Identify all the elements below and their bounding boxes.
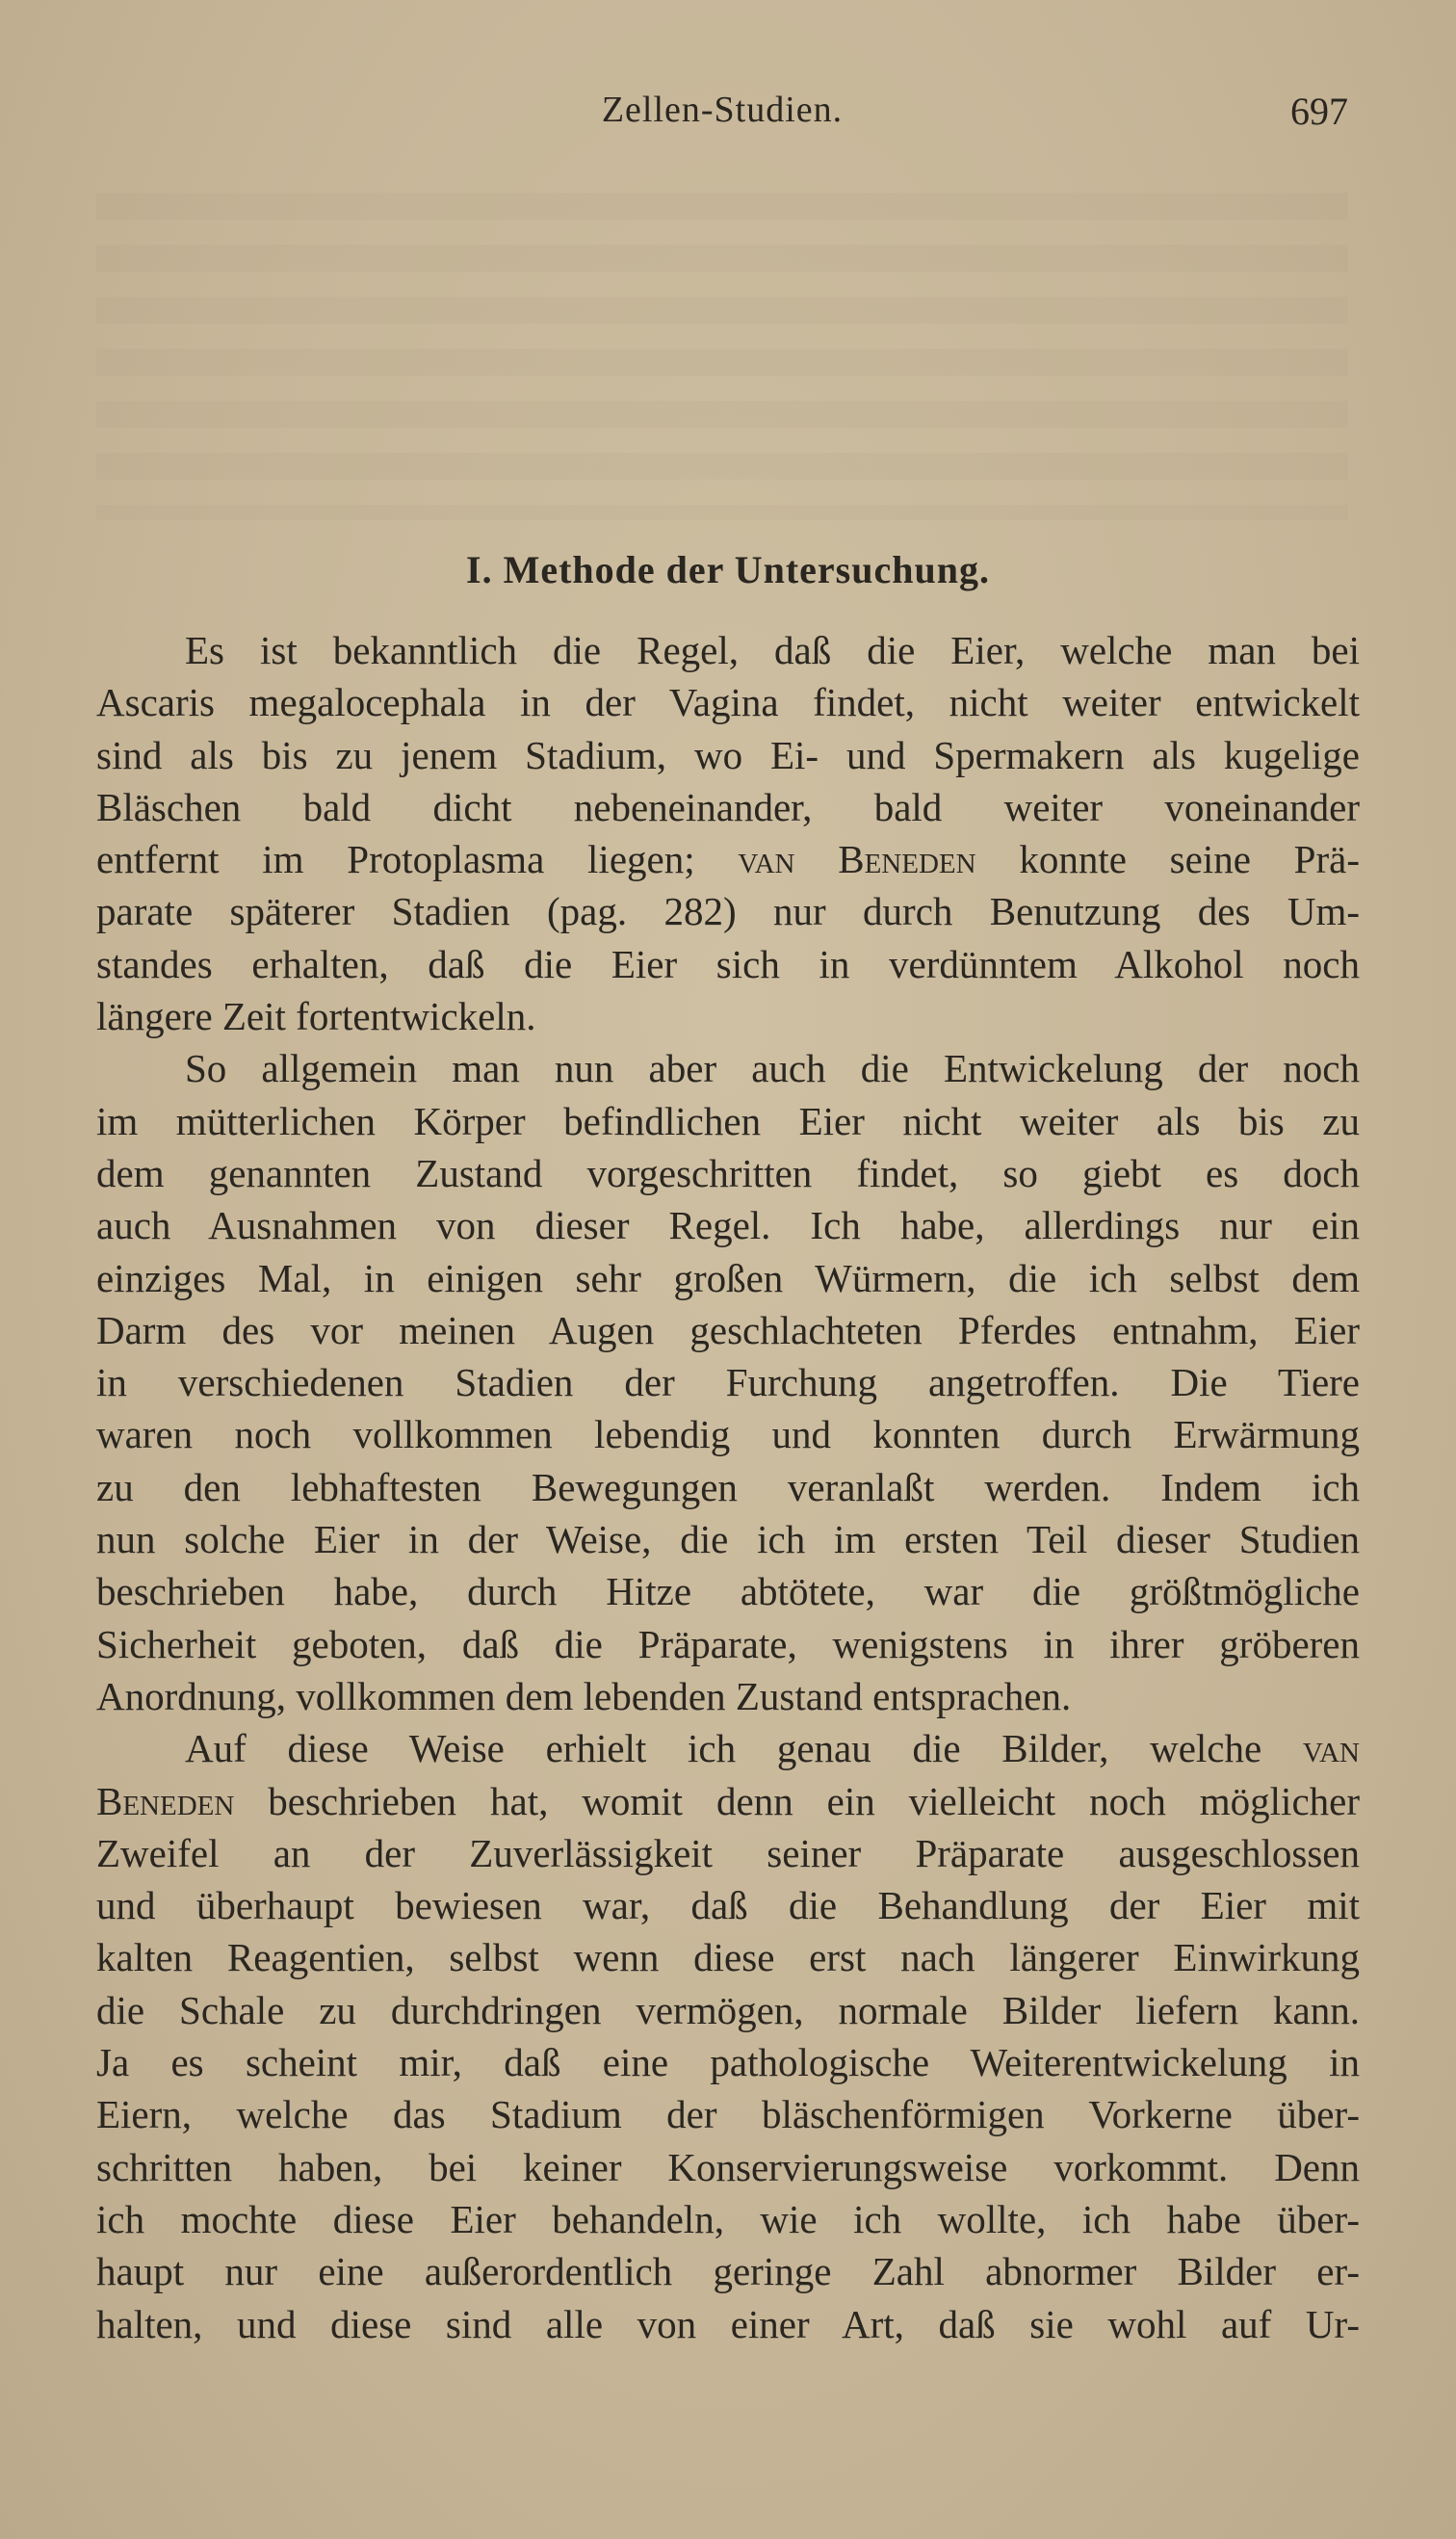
text-line: kalten Reagentien, selbst wenn diese erst nach längerer Einwirkung (96, 1935, 1360, 1980)
text-line: Eiern, welche das Stadium der bläschenförmigen Vorkerne über- (96, 2092, 1360, 2137)
author-name: van Beneden (738, 837, 976, 882)
text-line (96, 1775, 1360, 1827)
show-through-text (96, 193, 1348, 520)
text-line: parate späterer Stadien (pag. 282) nur durch Benutzung des Um- (96, 889, 1360, 934)
running-title: Zellen-Studien. (601, 90, 844, 130)
text-fragment: entfernt im Protoplasma liegen; (96, 837, 739, 882)
text-line: So allgemein man nun aber auch die Entwickelung der noch (185, 1046, 1360, 1091)
text-fragment: beschrieben hat, womit denn ein vielleicht noch möglicher (234, 1778, 1360, 1823)
text-fragment: Auf diese Weise erhielt ich genau die Bilder, welche (185, 1726, 1303, 1771)
author-name: Beneden (96, 1778, 235, 1823)
author-name: van (1302, 1726, 1360, 1771)
text-line: haupt nur eine außerordentlich geringe Zahl abnormer Bilder er- (96, 2249, 1360, 2294)
text-line: beschrieben habe, durch Hitze abtötete, war die größtmögliche (96, 1569, 1360, 1614)
text-line: Ascaris megalocephala in der Vagina findet, nicht weiter entwickelt (96, 680, 1360, 725)
body-text (96, 624, 1360, 2350)
page-number: 697 (1290, 90, 1348, 133)
text-line: Sicherheit geboten, daß die Präparate, wenigstens in ihrer gröberen (96, 1621, 1360, 1666)
text-line: Zweifel an der Zuverlässigkeit seiner Präparate ausgeschlossen (96, 1830, 1360, 1875)
text-line: Anordnung, vollkommen dem lebenden Zustand entsprachen. (96, 1673, 1072, 1718)
text-line (96, 833, 1360, 885)
text-line: und überhaupt bewiesen war, daß die Behandlung der Eier mit (96, 1883, 1360, 1928)
text-line: schritten haben, bei keiner Konservierungsweise vorkommt. Denn (96, 2144, 1360, 2189)
text-line: waren noch vollkommen lebendig und konnten durch Erwärmung (96, 1412, 1360, 1457)
text-line: längere Zeit fortentwickeln. (96, 994, 536, 1039)
section-heading: I. Methode der Untersuchung. (466, 548, 990, 591)
text-line: sind als bis zu jenem Stadium, wo Ei- und Spermakern als kugelige (96, 732, 1360, 777)
text-line: Bläschen bald dicht nebeneinander, bald weiter voneinander (96, 784, 1360, 829)
text-fragment: konnte seine Prä- (975, 837, 1360, 882)
text-line: einziges Mal, in einigen sehr großen Würmern, die ich selbst dem (96, 1255, 1360, 1300)
text-line: im mütterlichen Körper befindlichen Eier nicht weiter als bis zu (96, 1098, 1360, 1143)
text-line: auch Ausnahmen von dieser Regel. Ich habe, allerdings nur ein (96, 1203, 1360, 1248)
text-line: zu den lebhaftesten Bewegungen veranlaßt werden. Indem ich (96, 1464, 1360, 1509)
running-head (96, 89, 1348, 146)
text-line: ich mochte diese Eier behandeln, wie ich wollte, ich habe über- (96, 2196, 1360, 2241)
text-line (96, 1722, 1360, 1774)
text-line: die Schale zu durchdringen vermögen, normale Bilder liefern kann. (96, 1987, 1360, 2032)
text-line: in verschiedenen Stadien der Furchung angetroffen. Die Tiere (96, 1360, 1360, 1405)
text-line: Es ist bekanntlich die Regel, daß die Eier, welche man bei (185, 628, 1360, 672)
text-line: Darm des vor meinen Augen geschlachteten Pferdes entnahm, Eier (96, 1307, 1360, 1352)
text-line: dem genannten Zustand vorgeschritten findet, so giebt es doch (96, 1150, 1360, 1195)
text-line: nun solche Eier in der Weise, die ich im ersten Teil dieser Studien (96, 1517, 1360, 1562)
text-line: Ja es scheint mir, daß eine pathologische Weiterentwickelung in (96, 2040, 1360, 2085)
text-line: standes erhalten, daß die Eier sich in verdünntem Alkohol noch (96, 941, 1360, 986)
text-line: halten, und diese sind alle von einer Art, daß sie wohl auf Ur- (96, 2301, 1360, 2346)
